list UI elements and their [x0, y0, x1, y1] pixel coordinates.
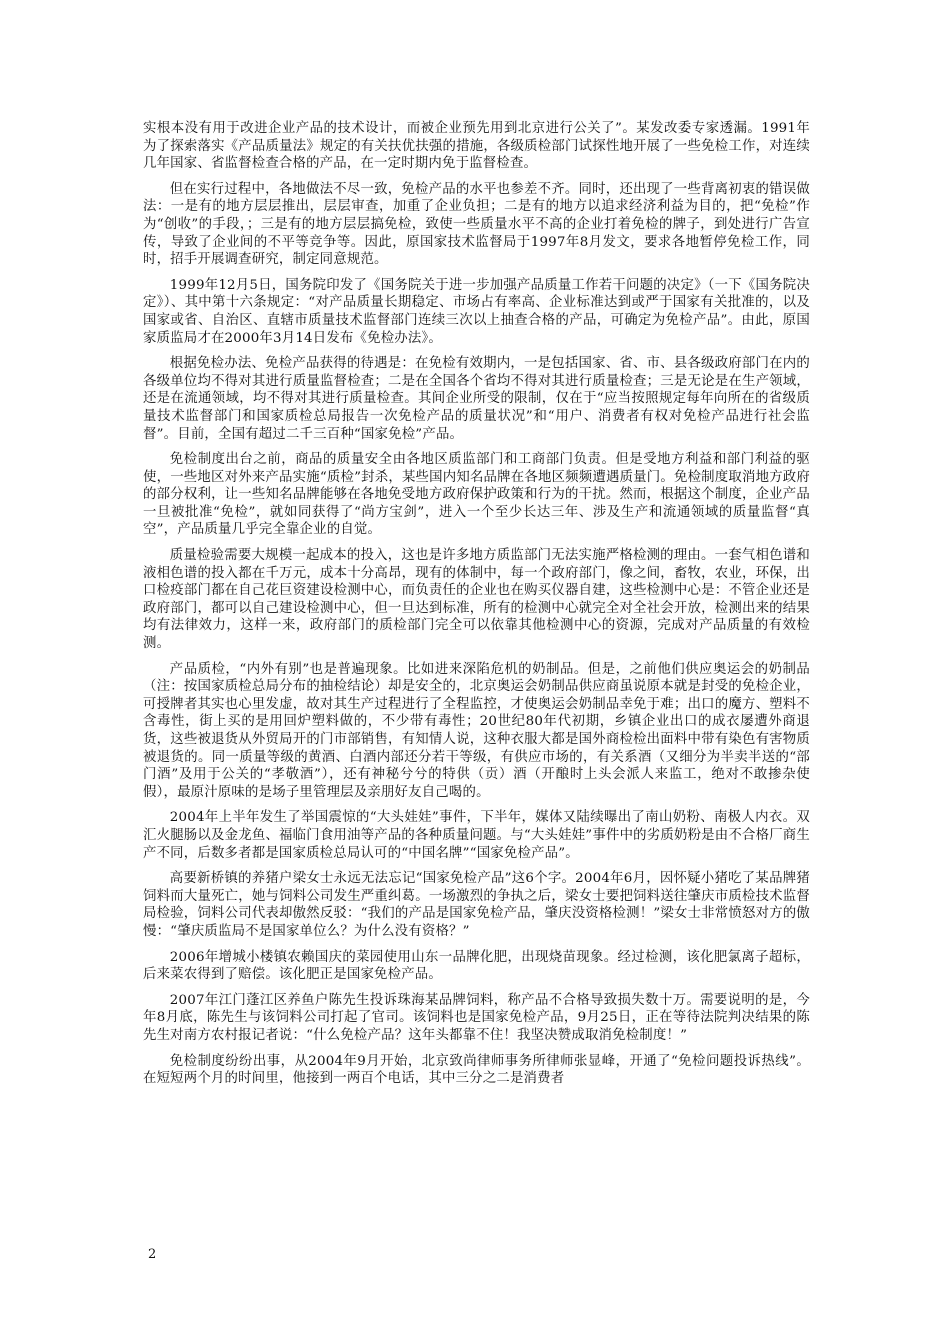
paragraph-3: 1999年12月5日，国务院印发了《国务院关于进一步加强产品质量工作若干问题的决定》（一下《国务院决定》）、其中第十六条规定：“对产品质量长期稳定、市场占有率高、企业标准达到或严于国家有关批准的，以及国家或省、自治区、直辖市质量技术监督部门连续三次以上抽查合格的产品，可确定为免检产品”。由此，原国家质监局才在2000年3月14日发布《免检办法》。 [143, 277, 810, 346]
paragraph-8: 2004年上半年发生了举国震惊的“大头娃娃”事件，下半年，媒体又陆续曝出了南山奶粉、南极人内衣。双汇火腿肠以及金龙鱼、福临门食用油等产品的各种质量问题。与“大头娃娃”事件中的劣质奶粉是由不合格厂商生产不同，后数多者都是国家质检总局认可的“中国名牌”“国家免检产品”。 [143, 810, 810, 861]
paragraph-7: 产品质检，“内外有别”也是普遍现象。比如进来深陷危机的奶制品。但是，之前他们供应奥运会的奶制品（注：按国家质检总局分布的抽检结论）却是安全的，北京奥运会奶制品供应商虽说原本就是封受的免检企业，可授牌者其实也心里发虚，故对其生产过程进行了全程监控，才使奥运会奶制品幸免于难；出口的魔方、塑料不含毒性，街上买的是用回炉塑料做的，不少带有毒性；20世纪80年代初期，乡镇企业出口的成衣屡遭外商退货，这些被退货从外贸局开的门市部销售，有知情人说，这种衣服大都是国外商检检出面料中带有染色有害物质被退货的。同一质量等级的黄酒、白酒内部还分若干等级，有供应市场的，有关系酒（又细分为半卖半送的“部门酒”及用于公关的“孝敬酒”），还有神秘兮兮的特供（贡）酒（开酿时上头会派人来监工，绝对不敢掺杂使假），最原汁原味的是场子里管理层及亲朋好友自己喝的。 [143, 661, 810, 800]
paragraph-12: 免检制度纷纷出事，从2004年9月开始，北京致尚律师事务所律师张显峰，开通了“免检问题投诉热线”。在短短两个月的时间里，他接到一两百个电话，其中三分之二是消费者 [143, 1053, 810, 1087]
paragraph-5: 免检制度出台之前，商品的质量安全由各地区质监部门和工商部门负责。但是受地方利益和部门利益的驱使，一些地区对外来产品实施“质检”封杀，某些国内知名品牌在各地区频频遭遇质量门。免检制度取消地方政府的部分权利，让一些知名品牌能够在各地免受地方政府保护政策和行为的干扰。然而，根据这个制度，企业产品一旦被批准“免检”，就如同获得了“尚方宝剑”，进入一个至少长达三年、涉及生产和流通领域的质量监督“真空”，产品质量几乎完全靠企业的自觉。 [143, 452, 810, 538]
paragraph-11: 2007年江门蓬江区养鱼户陈先生投诉珠海某品牌饲料，称产品不合格导致损失数十万。需要说明的是，今年8月底，陈先生与该饲料公司打起了官司。该饲料也是国家免检产品，9月25日，正在等待法院判决结果的陈先生对南方农村报记者说：“什么免检产品？这年头都靠不住！我坚决赞成取消免检制度！” [143, 992, 810, 1043]
page-number: 2 [148, 1247, 157, 1262]
paragraph-10: 2006年增城小楼镇农赖国庆的菜园使用山东一品牌化肥，出现烧苗现象。经过检测，该化肥氯离子超标，后来菜农得到了赔偿。该化肥正是国家免检产品。 [143, 949, 810, 983]
paragraph-4: 根据免检办法、免检产品获得的待遇是：在免检有效期内，一是包括国家、省、市、县各级政府部门在内的各级单位均不得对其进行质量监督检查；二是在全国各个省均不得对其进行质量检查；三是无论是在生产领域，还是在流通领域，均不得对其进行质量检查。其间企业所受的限制，仅在于“应当按照规定每年向所在的省级质量技术监督部门和国家质检总局报告一次免检产品的质量状况”和“用户、消费者有权对免检产品进行社会监督”。目前，全国有超过二千三百种“国家免检”产品。 [143, 356, 810, 442]
paragraph-1: 实根本没有用于改进企业产品的技术设计，而被企业预先用到北京进行公关了”。某发改委专家透漏。1991年为了探索落实《产品质量法》规定的有关扶优扶强的措施，各级质检部门试探性地开展了一些免检工作，对连续几年国家、省监督检查合格的产品，在一定时期内免于监督检查。 [143, 121, 810, 172]
document-body [143, 120, 810, 1096]
paragraph-9: 高要新桥镇的养猪户梁女士永远无法忘记“国家免检产品”这6个字。2004年6月，因怀疑小猪吃了某品牌猪饲料而大量死亡，她与饲料公司发生严重纠葛。一场激烈的争执之后，梁女士要把饲料送往肇庆市质检技术监督局检验，饲料公司代表却傲然反驳：“我们的产品是国家免检产品，肇庆没资格检测！”梁女士非常愤怒对方的傲慢：“肇庆质监局不是国家单位么？为什么没有资格？” [143, 871, 810, 939]
paragraph-2: 但在实行过程中，各地做法不尽一致，免检产品的水平也参差不齐。同时，还出现了一些背离初衷的错误做法：一是有的地方层层推出，层层审查，加重了企业负担；二是有的地方以追求经济利益为目的，把“免检”作为“创收”的手段，；三是有的地方层层搞免检，致使一些质量水平不高的企业打着免检的牌子，到处进行广告宣传，导致了企业间的不平等竞争等。因此，原国家技术监督局于1997年8月发文，要求各地暂停免检工作，同时，招手开展调查研究，制定同意规范。 [143, 181, 810, 268]
paragraph-6: 质量检验需要大规模一起成本的投入，这也是许多地方质监部门无法实施严格检测的理由。一套气相色谱和液相色谱的投入都在千万元，成本十分高昂，现有的体制中，每一个政府部门，像之间，畜牧，农业，环保，出口检疫部门都在自己花巨资建设检测中心，而负责任的企业也在购买仪器自建，这些检测中心是：不管企业还是政府部门，都可以自己建设检测中心，但一旦达到标准，所有的检测中心就完全对全社会开放，检测出来的结果均有法律效力，这样一来，政府部门的质检部门完全可以依靠其他检测中心的资源，完成对产品质量的有效检测。 [143, 548, 810, 652]
